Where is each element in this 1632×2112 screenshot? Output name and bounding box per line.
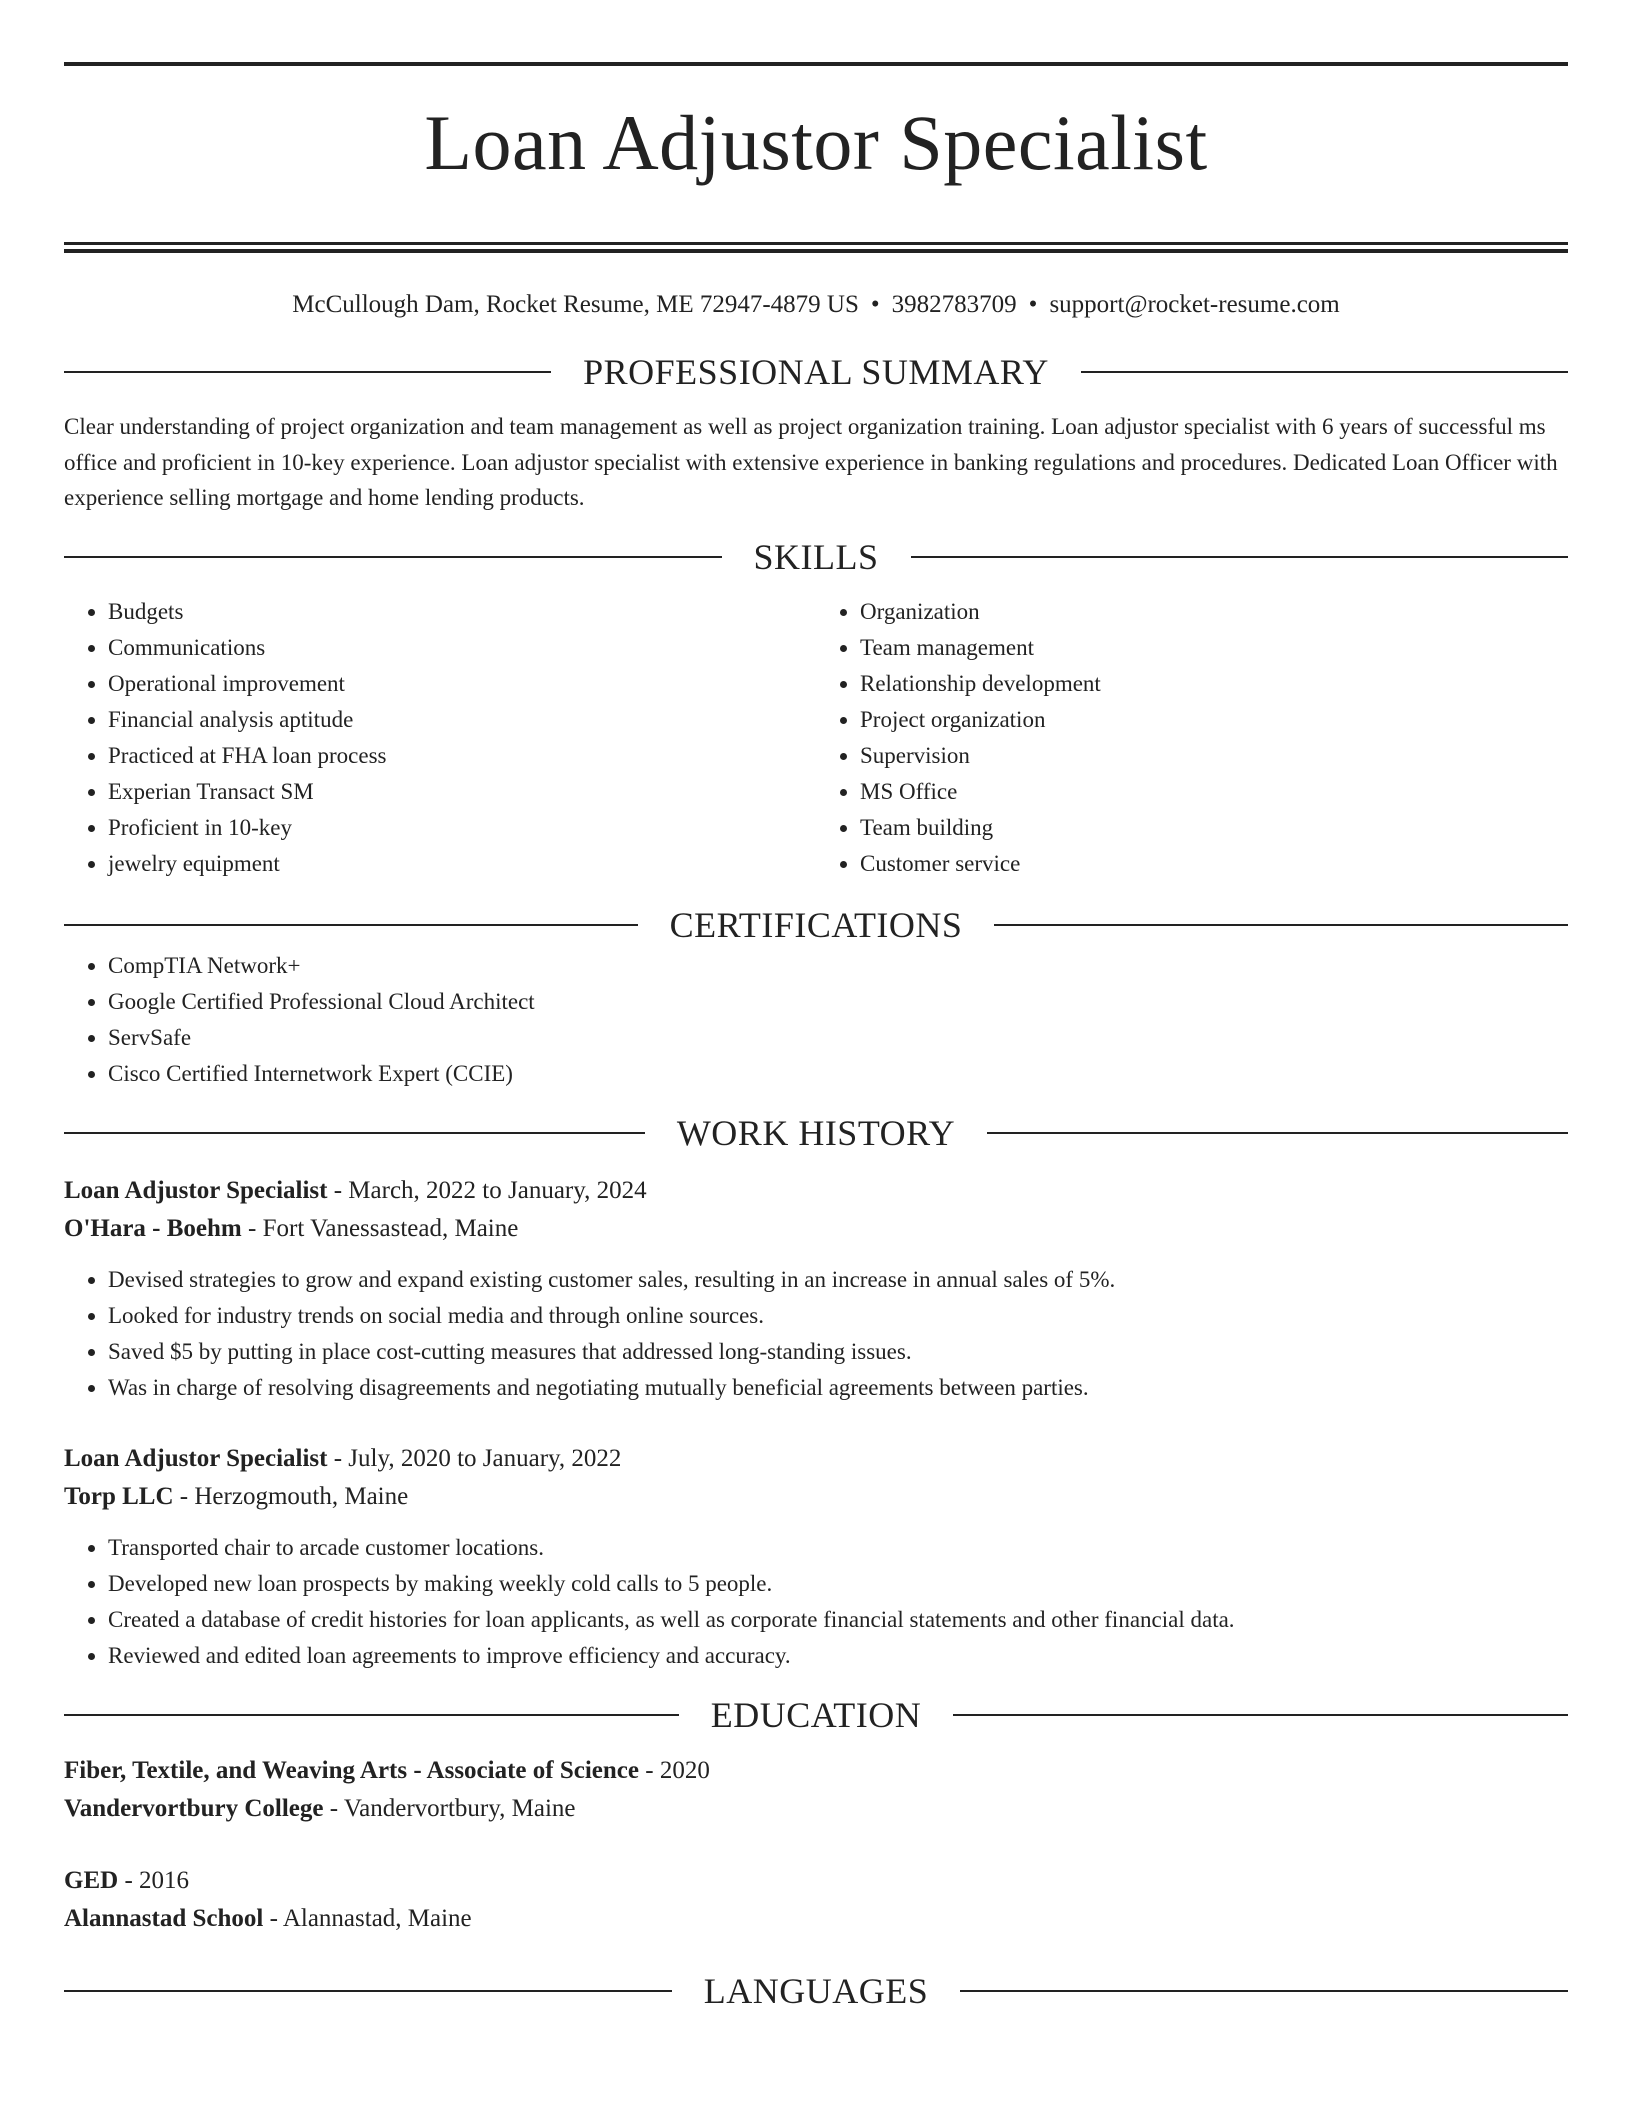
skill-item: • Operational improvement	[108, 666, 816, 702]
section-title-skills: SKILLS	[753, 536, 879, 577]
job-entry	[64, 1440, 1568, 1674]
section-header-certifications	[64, 902, 1568, 948]
skill-item: • Communications	[108, 630, 816, 666]
section-title-languages: LANGUAGES	[703, 1970, 929, 2011]
contact-email[interactable]: support@rocket-resume.com	[1049, 291, 1340, 318]
education-year: - 2016	[118, 1866, 190, 1894]
divider-line	[64, 371, 551, 373]
divider-line	[994, 924, 1568, 926]
resume-title: Loan Adjustor Specialist	[424, 99, 1208, 186]
certification-item: • Cisco Certified Internetwork Expert (CCIE)	[108, 1056, 1568, 1092]
education-school-line	[64, 1900, 1568, 1938]
skills-list-left	[64, 594, 816, 882]
job-dates: - March, 2022 to January, 2024	[327, 1176, 647, 1204]
skills-grid	[64, 594, 1568, 882]
job-bullet: • Developed new loan prospects by making weekly cold calls to 5 people.	[108, 1566, 1568, 1602]
summary-text: Clear understanding of project organization and team management as well as project organization training. Loan adjustor specialist with 6 years of successful ms office and proficient in 10-key experience. Loan adjustor specialist with extensive experience in banking regulations and procedures. Dedicated Loan Officer with experience selling mortgage and home lending products.	[64, 414, 1558, 510]
education-location: - Vandervortbury, Maine	[323, 1794, 576, 1822]
education-degree: Fiber, Textile, and Weaving Arts - Associate of Science	[64, 1756, 639, 1784]
divider-line	[64, 1132, 645, 1134]
skill-item: • Relationship development	[860, 666, 1568, 702]
job-location: - Herzogmouth, Maine	[173, 1482, 409, 1510]
skill-item: • Supervision	[860, 738, 1568, 774]
skill-item: • MS Office	[860, 774, 1568, 810]
job-bullet: • Looked for industry trends on social media and through online sources.	[108, 1298, 1568, 1334]
job-entry	[64, 1172, 1568, 1406]
job-bullet: • Devised strategies to grow and expand existing customer sales, resulting in an increase in annual sales of 5%.	[108, 1262, 1568, 1298]
certifications-list	[64, 948, 1568, 1092]
divider-line	[987, 1132, 1568, 1134]
job-bullet: • Transported chair to arcade customer locations.	[108, 1530, 1568, 1566]
divider-line	[1081, 371, 1568, 373]
contact-line	[64, 291, 1568, 323]
job-company: Torp LLC	[64, 1482, 174, 1510]
section-header-languages	[64, 1968, 1568, 2014]
job-title: Loan Adjustor Specialist	[64, 1444, 328, 1472]
skill-item: • Team building	[860, 810, 1568, 846]
job-bullet: • Created a database of credit histories for loan applicants, as well as corporate financial statements and other financial data.	[108, 1602, 1568, 1638]
section-header-summary	[64, 349, 1568, 395]
education-school: Alannastad School	[64, 1904, 264, 1932]
job-bullet: • Reviewed and edited loan agreements to improve efficiency and accuracy.	[108, 1638, 1568, 1674]
education-degree-line	[64, 1862, 1568, 1900]
education-degree-line	[64, 1752, 1568, 1790]
job-title: Loan Adjustor Specialist	[64, 1176, 328, 1204]
skill-item: • Team management	[860, 630, 1568, 666]
education-degree: GED	[64, 1866, 119, 1894]
skill-item: • Organization	[860, 594, 1568, 630]
job-title-line	[64, 1440, 1568, 1478]
job-company: O'Hara - Boehm	[64, 1214, 242, 1242]
certification-item: • Google Certified Professional Cloud Architect	[108, 984, 1568, 1020]
certification-item: • ServSafe	[108, 1020, 1568, 1056]
skill-item: • Customer service	[860, 846, 1568, 882]
skill-item: • Practiced at FHA loan process	[108, 738, 816, 774]
education-entry	[64, 1862, 1568, 1938]
top-rule	[64, 62, 1568, 66]
section-title-work: WORK HISTORY	[676, 1112, 956, 1153]
job-bullet: • Saved $5 by putting in place cost-cutting measures that addressed long-standing issues.	[108, 1334, 1568, 1370]
title-double-rule	[64, 242, 1568, 253]
job-dates: - July, 2020 to January, 2022	[327, 1444, 622, 1472]
divider-line	[960, 1990, 1568, 1992]
section-title-education: EDUCATION	[710, 1694, 922, 1735]
contact-separator: •	[870, 291, 880, 318]
education-entry	[64, 1752, 1568, 1828]
skill-item: • Proficient in 10-key	[108, 810, 816, 846]
contact-address: McCullough Dam, Rocket Resume, ME 72947-4879 US	[292, 291, 859, 318]
contact-separator: •	[1028, 291, 1038, 318]
job-bullet: • Was in charge of resolving disagreements and negotiating mutually beneficial agreements between parties.	[108, 1370, 1568, 1406]
contact-phone: 3982783709	[891, 291, 1017, 318]
education-school-line	[64, 1790, 1568, 1828]
divider-line	[64, 1714, 679, 1716]
section-title-summary: PROFESSIONAL SUMMARY	[583, 352, 1049, 392]
section-header-education	[64, 1692, 1568, 1738]
job-company-line	[64, 1478, 1568, 1516]
job-bullets	[64, 1262, 1568, 1406]
education-location: - Alannastad, Maine	[263, 1904, 472, 1932]
skill-item: • Experian Transact SM	[108, 774, 816, 810]
job-title-line	[64, 1172, 1568, 1210]
section-title-certifications: CERTIFICATIONS	[669, 904, 963, 945]
section-header-work	[64, 1110, 1568, 1156]
skill-item: • Financial analysis aptitude	[108, 702, 816, 738]
divider-line	[64, 556, 722, 558]
job-location: - Fort Vanessastead, Maine	[241, 1214, 519, 1242]
certification-item: • CompTIA Network+	[108, 948, 1568, 984]
skill-item: • Project organization	[860, 702, 1568, 738]
divider-line	[911, 556, 1569, 558]
education-school: Vandervortbury College	[64, 1794, 324, 1822]
divider-line	[64, 924, 638, 926]
job-bullets	[64, 1530, 1568, 1674]
skill-item: • jewelry equipment	[108, 846, 816, 882]
skill-item: • Budgets	[108, 594, 816, 630]
skills-list-right	[816, 594, 1568, 882]
section-header-skills	[64, 534, 1568, 580]
divider-line	[953, 1714, 1568, 1716]
education-year: - 2020	[639, 1756, 710, 1784]
job-company-line	[64, 1210, 1568, 1248]
divider-line	[64, 1990, 672, 1992]
